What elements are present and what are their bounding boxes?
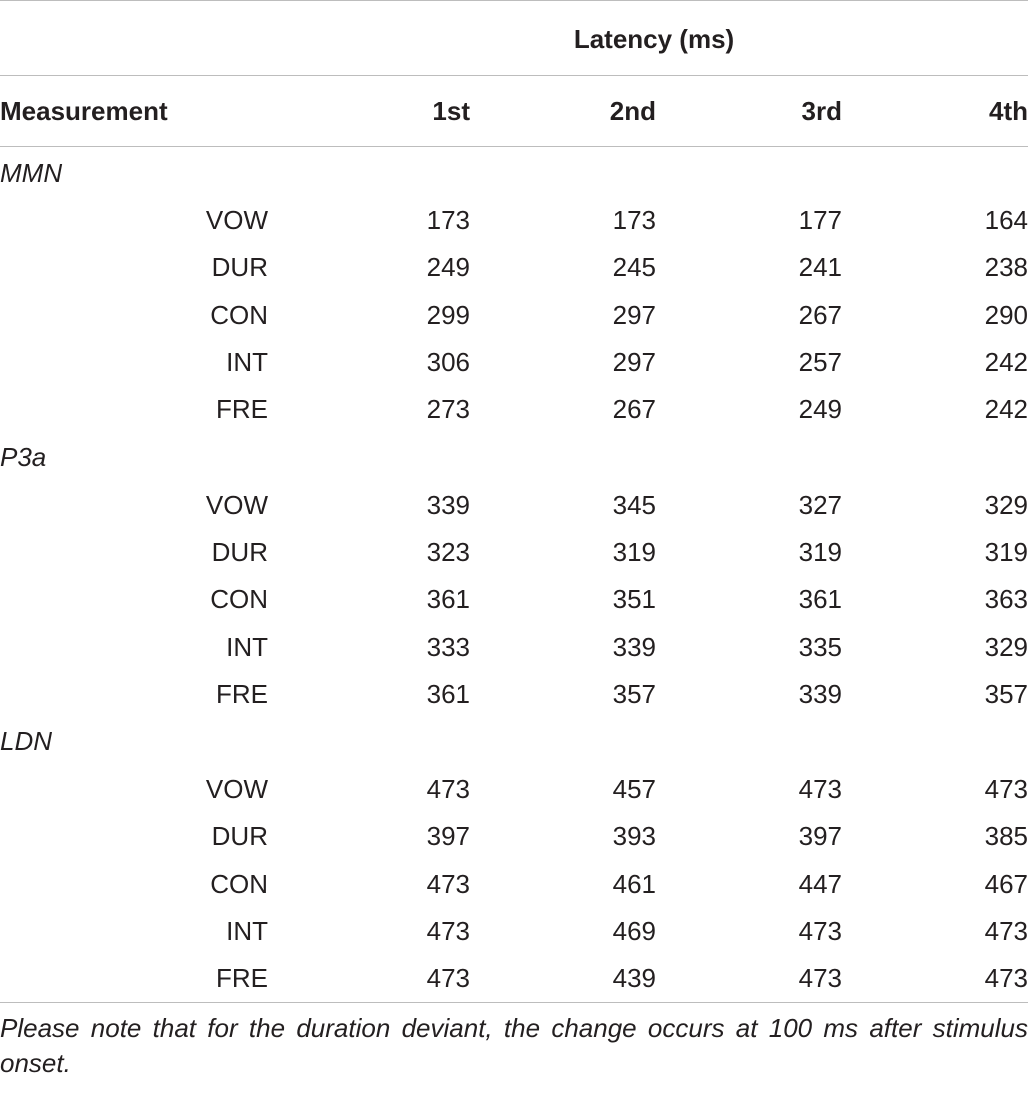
latency-value-cell: 457 [612, 774, 656, 805]
latency-value-cell: 327 [798, 489, 842, 520]
deviant-label: DUR [211, 536, 268, 567]
table-row [0, 955, 1028, 1003]
latency-value-cell: 473 [280, 955, 470, 1003]
table-row [0, 481, 1028, 528]
latency-value-cell: 357 [612, 678, 656, 709]
latency-value-cell: 238 [984, 252, 1029, 283]
deviant-label: FRE [216, 394, 268, 425]
table-row [0, 197, 1028, 244]
latency-value-cell: 467 [984, 868, 1029, 899]
table-row [0, 766, 1028, 813]
latency-header: Latency (ms) [280, 1, 1028, 76]
latency-value-cell: 357 [984, 678, 1029, 709]
latency-value-cell: 397 [426, 821, 470, 852]
latency-value-cell: 242 [984, 347, 1029, 378]
latency-value-cell: 473 [798, 774, 842, 805]
indent-cell [0, 339, 190, 386]
deviant-label: INT [226, 916, 268, 946]
latency-value-cell: 323 [426, 536, 470, 567]
group-label: P3a [0, 441, 47, 472]
indent-cell [0, 955, 190, 1003]
column-header-3rd: 3rd [656, 76, 842, 147]
indent-cell [0, 766, 190, 813]
latency-value-cell: 242 [984, 394, 1029, 425]
latency-value-cell: 339 [798, 678, 842, 709]
table-row [0, 292, 1028, 339]
indent-cell [0, 813, 190, 860]
table-row [0, 529, 1028, 576]
latency-value-cell: 469 [612, 916, 656, 946]
header-row-latency [0, 1, 1028, 76]
latency-value-cell: 473 [426, 916, 470, 946]
indent-cell [0, 197, 190, 244]
deviant-label: DUR [211, 821, 268, 852]
table-body [0, 147, 1028, 1003]
indent-cell [0, 576, 190, 623]
latency-value-cell: 267 [612, 394, 656, 425]
latency-value-cell: 363 [984, 584, 1029, 615]
latency-value-cell: 473 [426, 774, 470, 805]
deviant-label: VOW [205, 205, 268, 236]
group-row-ldn [0, 718, 1028, 766]
column-header-4th: 4th [842, 76, 1028, 147]
latency-value-cell: 319 [798, 536, 842, 567]
group-label: MMN [0, 157, 63, 188]
latency-value-cell: 397 [798, 821, 842, 852]
latency-value-cell: 385 [984, 821, 1029, 852]
latency-value-cell: 473 [426, 868, 470, 899]
table-row [0, 244, 1028, 291]
latency-value-cell: 319 [984, 536, 1029, 567]
latency-value-cell: 164 [984, 205, 1029, 236]
column-header-1st: 1st [280, 76, 470, 147]
latency-value-cell: 473 [984, 916, 1029, 946]
latency-value-cell: 461 [612, 868, 656, 899]
deviant-label: FRE [190, 955, 280, 1003]
deviant-label: INT [226, 347, 268, 378]
indent-cell [0, 671, 190, 718]
latency-value-cell: 473 [656, 955, 842, 1003]
deviant-label: VOW [205, 774, 268, 805]
latency-value-cell: 351 [612, 584, 656, 615]
latency-value-cell: 173 [426, 205, 470, 236]
latency-value-cell: 257 [798, 347, 842, 378]
latency-value-cell: 306 [426, 347, 470, 378]
latency-value-cell: 249 [426, 252, 470, 283]
group-label: LDN [0, 726, 53, 757]
latency-value-cell: 335 [798, 631, 842, 662]
table-row [0, 623, 1028, 670]
latency-value-cell: 439 [470, 955, 656, 1003]
table-row [0, 861, 1028, 908]
group-row-p3a [0, 433, 1028, 481]
latency-value-cell: 329 [984, 489, 1029, 520]
deviant-label: CON [210, 584, 268, 615]
deviant-label: DUR [211, 252, 268, 283]
indent-cell [0, 861, 190, 908]
latency-value-cell: 173 [612, 205, 656, 236]
table-row [0, 576, 1028, 623]
table-row [0, 813, 1028, 860]
header-spacer [0, 1, 280, 76]
measurement-header: Measurement [0, 76, 280, 147]
latency-value-cell: 339 [426, 489, 470, 520]
latency-value-cell: 297 [612, 299, 656, 330]
latency-value-cell: 249 [798, 394, 842, 425]
latency-value-cell: 345 [612, 489, 656, 520]
latency-value-cell: 361 [798, 584, 842, 615]
deviant-label: VOW [205, 489, 268, 520]
latency-value-cell: 333 [426, 631, 470, 662]
deviant-label: FRE [216, 678, 268, 709]
latency-value-cell: 339 [612, 631, 656, 662]
latency-value-cell: 299 [426, 299, 470, 330]
latency-value-cell: 319 [612, 536, 656, 567]
indent-cell [0, 292, 190, 339]
latency-value-cell: 329 [984, 631, 1029, 662]
table-row [0, 671, 1028, 718]
table-row [0, 908, 1028, 955]
latency-value-cell: 393 [612, 821, 656, 852]
latency-value-cell: 267 [798, 299, 842, 330]
latency-value-cell: 473 [842, 955, 1028, 1003]
table-row [0, 386, 1028, 433]
indent-cell [0, 908, 190, 955]
header-row-columns [0, 76, 1028, 147]
latency-value-cell: 473 [984, 774, 1029, 805]
table-footnote: Please note that for the duration deviant, the change occurs at 100 ms after stimulus onset. [0, 1013, 1028, 1079]
column-header-2nd: 2nd [470, 76, 656, 147]
deviant-label: CON [210, 299, 268, 330]
latency-value-cell: 273 [426, 394, 470, 425]
latency-value-cell: 297 [612, 347, 656, 378]
latency-value-cell: 473 [798, 916, 842, 946]
indent-cell [0, 386, 190, 433]
latency-value-cell: 361 [426, 678, 470, 709]
deviant-label: INT [226, 631, 268, 662]
latency-value-cell: 447 [798, 868, 842, 899]
indent-cell [0, 244, 190, 291]
latency-value-cell: 361 [426, 584, 470, 615]
latency-value-cell: 241 [798, 252, 842, 283]
latency-value-cell: 177 [798, 205, 842, 236]
table-row [0, 339, 1028, 386]
deviant-label: CON [210, 868, 268, 899]
indent-cell [0, 529, 190, 576]
indent-cell [0, 623, 190, 670]
latency-value-cell: 245 [612, 252, 656, 283]
indent-cell [0, 481, 190, 528]
latency-value-cell: 290 [984, 299, 1029, 330]
group-row-mmn [0, 147, 1028, 198]
